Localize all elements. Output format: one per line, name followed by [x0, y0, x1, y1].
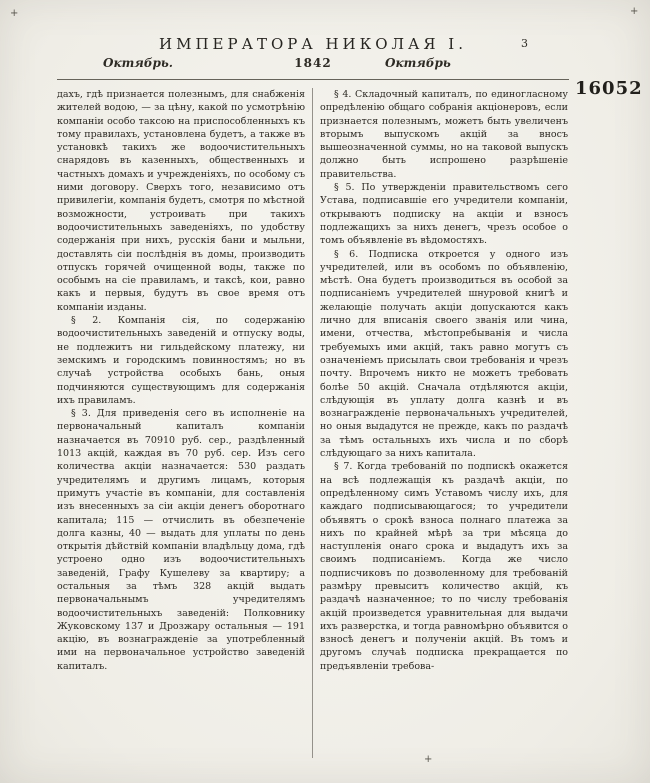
running-year: 1842: [294, 56, 332, 70]
paragraph: § 3. Для приведенія сего въ исполненіе на первоначальный капиталъ компаніи назначается въ 70910 руб. сер., раздѣленный 1013 акцій, каждая въ 70 руб. сер. Изъ сего количества акціи назначается: 530 раздать учредителямъ и другимъ лицамъ, которыя примутъ участіе въ компаніи, для составленія изъ внесенныхъ за сіи акціи денегъ оборотнаго капитала; 115 — отчислить въ обезпеченіе долга казны, 40 — выдать для уплаты по день открытія дѣйствій компаніи владѣльцу дома, гдѣ устроено одно изъ водоочистительныхъ заведеній, Графу Кушелеву за квартиру; а остальныя за тѣмъ 328 акцій выдать первоначальнымъ учредителямъ водоочистительныхъ заведеній: Полковнику Жуковскому 137 и Дрозжару остальныя — 191 акцію, въ вознагражденіе за употребленный ими на первоначальное устройство заведеній капиталъ.: [57, 408, 305, 672]
text-columns: [57, 88, 569, 758]
header-rule: [57, 79, 569, 80]
paragraph: дахъ, гдѣ признается полезнымъ, для снабженія жителей водою, — за цѣну, какой по усмотрѣнію компаніи особо таксою на приспособленныхъ къ тому правилахъ, установлена будетъ, а также въ установкѣ такихъ же водоочистительныхъ снарядовъ въ казенныхъ, общественныхъ и частныхъ домахъ и учрежденіяхъ, по особому съ ними договору. Сверхъ того, независимо отъ привилегіи, компанія будетъ, смотря по мѣстной возможности, устроивать при такихъ водоочистительныхъ заведеніяхъ, по удобству содержанія при нихъ, русскія бани и мыльни, доставлять сіи послѣднія въ домы, производить отпускъ горячей очищенной воды, также по особымъ на сіе правиламъ, и таксѣ, кои, равно какъ и первыя, будутъ въ свое время отъ компаніи изданы.: [57, 89, 305, 313]
paragraph: § 2. Компанія сія, по содержанію водоочистительныхъ заведеній и отпуску воды, не подлежитъ ни гильдейскому платежу, ни земскимъ и городскимъ повинностямъ; но въ случаѣ устройства особыхъ бань, оныя подчиняются существующимъ для содержанія ихъ правиламъ.: [57, 315, 305, 406]
header-row: [57, 34, 569, 53]
page-number: 3: [521, 37, 528, 50]
running-month-right: Октябрь: [385, 56, 451, 70]
page-title: ИМПЕРАТОРА НИКОЛАЯ I.: [159, 35, 467, 53]
paragraph: § 4. Складочный капиталъ, по единогласному опредѣленію общаго собранія акціонеровъ, если признается полезнымъ, можетъ быть увеличенъ вторымъ выпускомъ акцій за вносъ вышеозначенной суммы, но на таковой выпускъ должно быть испрошено разрѣшеніе правительства.: [320, 89, 568, 180]
printer-mark-top-left: +: [10, 8, 19, 19]
running-month-left: Октябрь.: [103, 56, 173, 70]
column-divider: [312, 88, 313, 758]
act-number: 16052: [575, 78, 643, 99]
paragraph: § 6. Подписка откроется у одного изъ учредителей, или въ особомъ по объявленію, мѣстѣ. Она будетъ производиться въ особой за подписаніемъ учредителей шнуровой книгѣ и желающіе получать акціи допускаются какъ лично для вписанія своего званія или чина, имени, отчества, мѣстопребыванія и числа требуемыхъ ими акцій, такъ равно могутъ съ означеніемъ присылать свои требованія и чрезъ почту. Впрочемъ никто не можетъ требовать болѣе 50 акцій. Сначала отдѣляются акціи, слѣдующія въ уплату долга казнѣ и въ вознагражденіе первоначальныхъ учредителей, но оныя выдадутся не прежде, какъ по раздачѣ за тѣмъ остальныхъ ихъ числа и по сборѣ слѣдующаго за нихъ капитала.: [320, 248, 568, 460]
printer-mark-bottom: +: [424, 754, 433, 765]
running-head: [57, 56, 569, 72]
right-column: [320, 88, 568, 758]
paragraph: § 5. По утвержденіи правительствомъ сего Устава, подписавшіе его учредители компаніи, открываютъ подписку на акціи и взносъ подлежащихъ за нихъ денегъ, чрезъ особое о томъ объявленіе въ вѣдомостяхъ.: [320, 182, 568, 247]
paragraph: § 7. Когда требованій по подпискѣ окажется на всѣ подлежащія къ раздачѣ акціи, по опредѣленному симъ Уставомъ числу ихъ, для каждаго подписывающагося; то учредители объявятъ о срокѣ взноса полнаго платежа за нихъ по крайней мѣрѣ за три мѣсяца до наступленія онаго срока и выдадутъ ихъ за своимъ подписаніемъ. Когда же число подписчиковъ по дозволенному для требованій размѣру превыситъ количество акцій, къ раздачѣ назначенное; то по числу требованія акцій произведется уравнительная для выдачи ихъ разверстка, и тогда равномѣрно объявится о взносѣ денегъ и полученіи акцій. Въ томъ и другомъ случаѣ подписка прекращается по предъявленіи требова-: [320, 461, 568, 672]
printer-mark-top-right: +: [630, 6, 639, 17]
left-column: [57, 88, 305, 758]
